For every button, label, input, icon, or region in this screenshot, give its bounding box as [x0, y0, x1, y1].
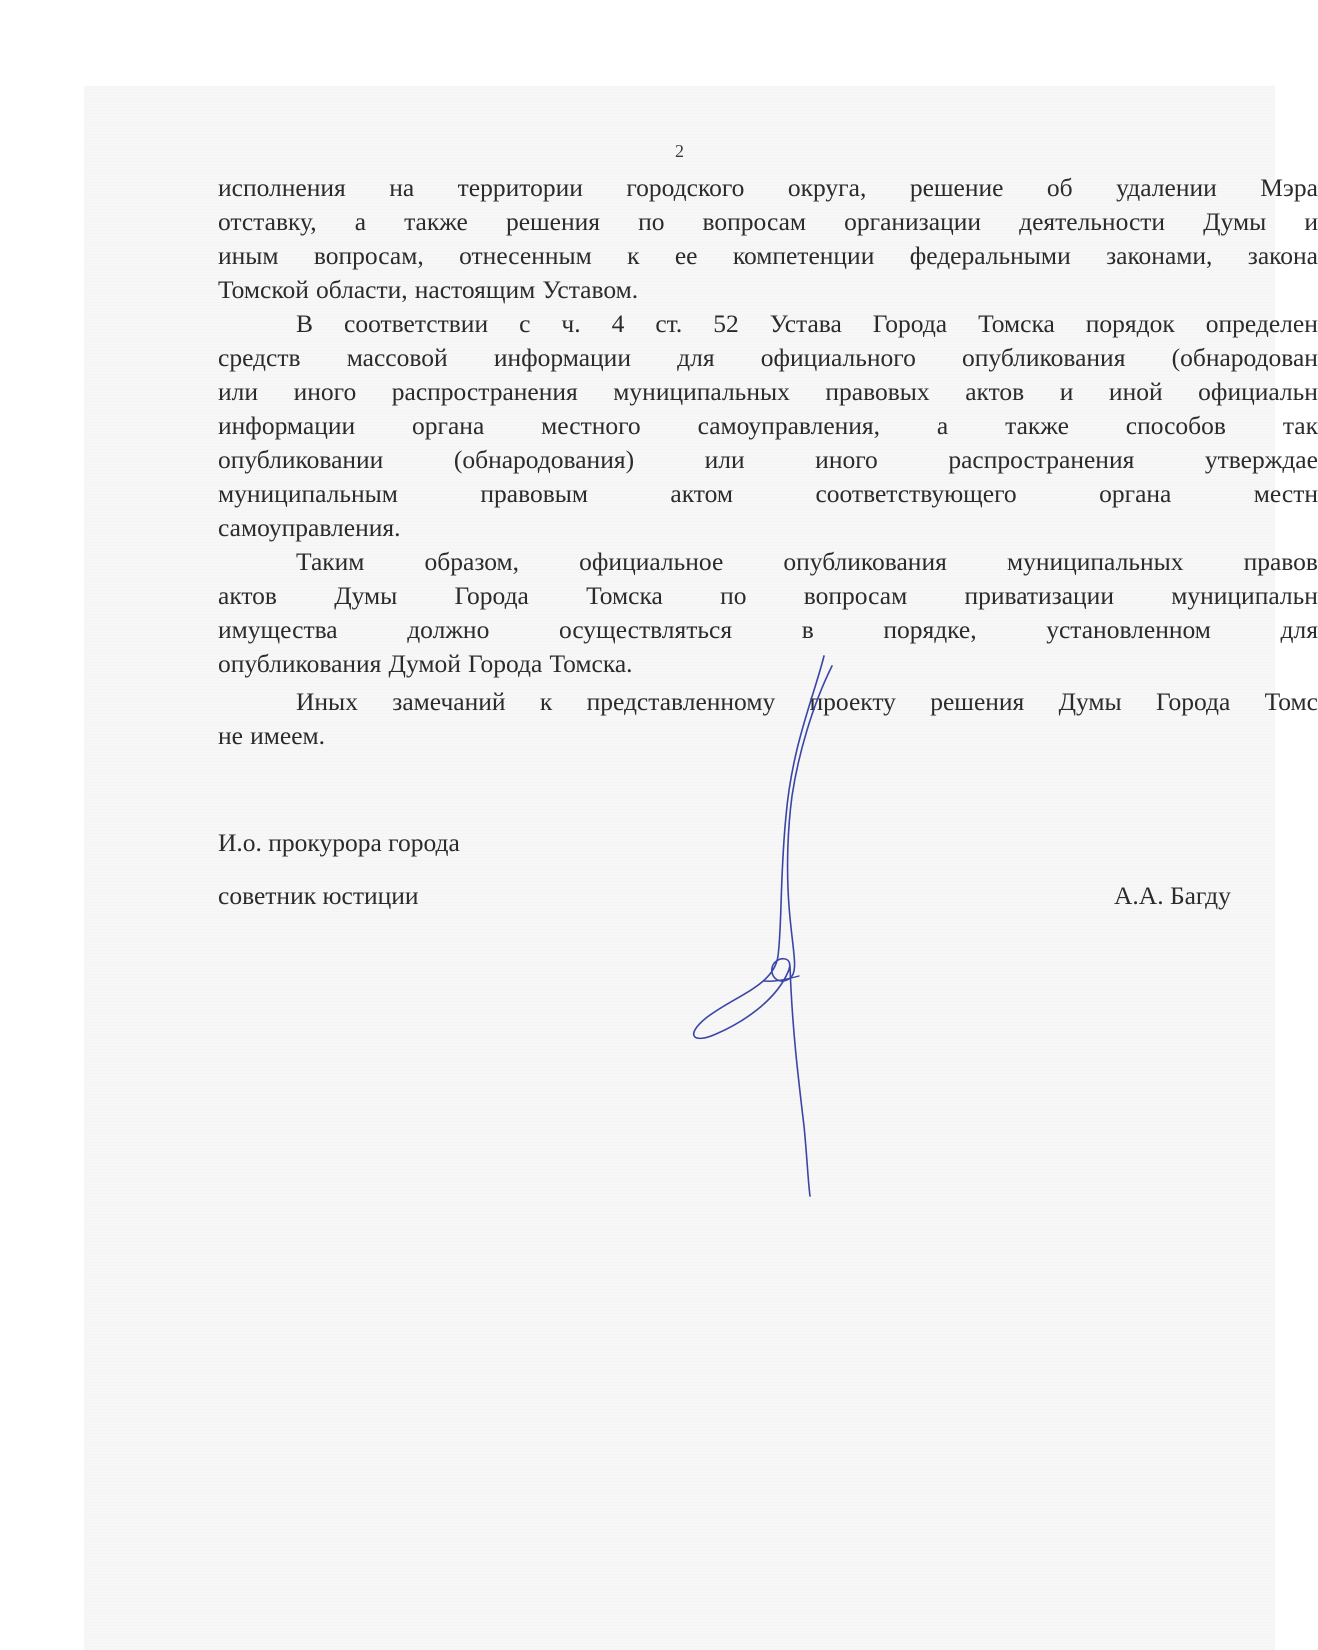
- word: массовой: [346, 343, 448, 372]
- word: и: [1059, 377, 1074, 406]
- text-line: [218, 205, 1318, 239]
- word: имущества: [218, 615, 338, 644]
- word: об: [1046, 173, 1073, 202]
- word: правовых: [825, 377, 930, 406]
- word: проекту: [809, 687, 896, 716]
- word: закона: [1247, 241, 1318, 270]
- word: в: [801, 615, 814, 644]
- handwritten-signature: [664, 626, 964, 1206]
- word: представленному: [586, 687, 776, 716]
- word: местн: [1253, 479, 1318, 508]
- word: округа,: [787, 173, 867, 202]
- word: осуществляться: [558, 615, 733, 644]
- word: Мэра: [1260, 173, 1318, 202]
- signature-cross: [764, 976, 799, 981]
- word: местного: [541, 411, 641, 440]
- word: Томска: [978, 309, 1055, 338]
- word: ст.: [655, 309, 683, 338]
- signatory-name: А.А. Багду: [1114, 881, 1231, 910]
- word: Думы: [1058, 687, 1122, 716]
- word: самоуправления.: [218, 513, 401, 542]
- word: распространения: [948, 445, 1135, 474]
- word: ч.: [561, 309, 581, 338]
- word: органа: [412, 411, 485, 440]
- text-line: [296, 307, 1318, 341]
- word: по: [720, 581, 747, 610]
- word: Иных: [296, 687, 358, 716]
- word: определен: [1205, 309, 1318, 338]
- word: муниципальных: [1006, 547, 1184, 576]
- word: для: [1280, 615, 1318, 644]
- word: опубликовании: [218, 445, 384, 474]
- word: так: [1282, 411, 1318, 440]
- word: с: [519, 309, 531, 338]
- word: Города: [1155, 687, 1231, 716]
- word: иной: [1108, 377, 1163, 406]
- text-line: [218, 511, 1318, 545]
- word: Города: [454, 581, 529, 610]
- word: способов: [1125, 411, 1226, 440]
- text-line: [218, 375, 1318, 409]
- word: решения: [930, 687, 1025, 716]
- word: В: [296, 309, 314, 338]
- word: 52: [713, 309, 739, 338]
- word: области,: [316, 275, 408, 304]
- text-line: [296, 545, 1318, 579]
- word: актов: [965, 377, 1025, 406]
- word: распространения: [391, 377, 578, 406]
- word: соответствующего: [815, 479, 1017, 508]
- word: Таким: [296, 547, 365, 576]
- word: Томской: [218, 275, 309, 304]
- signature-tail: [790, 966, 810, 1196]
- word: Томска: [586, 581, 663, 610]
- word: имеем.: [250, 721, 326, 750]
- word: не: [218, 721, 243, 750]
- word: ее: [674, 241, 698, 270]
- text-line: [218, 273, 1318, 307]
- word: настоящим: [414, 275, 536, 304]
- text-line: [218, 477, 1318, 511]
- word: Думы: [334, 581, 398, 610]
- word: вопросам,: [313, 241, 424, 270]
- word: также: [404, 207, 468, 236]
- word: к: [627, 241, 640, 270]
- word: также: [1005, 411, 1069, 440]
- word: должно: [407, 615, 490, 644]
- word: самоуправления,: [697, 411, 881, 440]
- word: Устава: [769, 309, 842, 338]
- word: вопросам: [702, 207, 807, 236]
- word: официального: [760, 343, 916, 372]
- word: Томска.: [549, 649, 633, 678]
- word: правов: [1243, 547, 1318, 576]
- word: утверждае: [1204, 445, 1318, 474]
- word: опубликования: [962, 343, 1126, 372]
- word: Города: [872, 309, 948, 338]
- word: деятельности: [1019, 207, 1166, 236]
- word: компетенции: [732, 241, 875, 270]
- word: (обнародования): [453, 445, 635, 474]
- word: и: [1304, 207, 1318, 236]
- word: для: [677, 343, 715, 372]
- word: решение: [909, 173, 1004, 202]
- text-line: [218, 443, 1318, 477]
- word: (обнародован: [1171, 343, 1318, 372]
- text-line: [218, 579, 1318, 613]
- scanned-page: [84, 86, 1318, 1650]
- word: удалении: [1116, 173, 1217, 202]
- text-line: [218, 239, 1318, 273]
- word: актов: [218, 581, 277, 610]
- word: порядке,: [883, 615, 977, 644]
- word: порядок: [1085, 309, 1175, 338]
- word: по: [638, 207, 665, 236]
- word: иного: [293, 377, 357, 406]
- word: соответствии: [344, 309, 489, 338]
- word: Томс: [1264, 687, 1318, 716]
- word: вопросам: [803, 581, 908, 610]
- word: муниципальным: [218, 479, 398, 508]
- word: образом,: [424, 547, 520, 576]
- page-number: 2: [675, 141, 684, 161]
- word: опубликования: [218, 649, 382, 678]
- word: территории: [457, 173, 583, 202]
- word: средств: [218, 343, 301, 372]
- word: органа: [1099, 479, 1172, 508]
- word: опубликования: [783, 547, 947, 576]
- word: установленном: [1046, 615, 1211, 644]
- word: 4: [611, 309, 625, 338]
- word: Уставом.: [542, 275, 639, 304]
- word: или: [704, 445, 745, 474]
- text-line: [218, 171, 1318, 205]
- word: правовым: [480, 479, 588, 508]
- word: иного: [815, 445, 878, 474]
- word: а: [354, 207, 367, 236]
- word: Думы: [1203, 207, 1267, 236]
- word: к: [539, 687, 553, 716]
- word: муниципальных: [613, 377, 790, 406]
- word: приватизации: [964, 581, 1114, 610]
- signature-stroke: [694, 656, 832, 1038]
- word: официальн: [1198, 377, 1318, 406]
- word: федеральными: [909, 241, 1071, 270]
- word: а: [936, 411, 949, 440]
- word: иным: [218, 241, 279, 270]
- signatory-title: И.о. прокурора города: [218, 828, 460, 857]
- text-line: [218, 409, 1318, 443]
- word: Города: [468, 649, 543, 678]
- word: информации: [218, 411, 356, 440]
- word: официальное: [579, 547, 724, 576]
- word: актом: [670, 479, 734, 508]
- word: информации: [493, 343, 631, 372]
- word: городского: [626, 173, 745, 202]
- word: исполнения: [218, 173, 346, 202]
- word: организации: [844, 207, 982, 236]
- word: замечаний: [392, 687, 506, 716]
- word: отнесенным: [459, 241, 592, 270]
- word: законами,: [1106, 241, 1213, 270]
- signatory-rank: советник юстиции: [218, 881, 419, 910]
- word: на: [389, 173, 415, 202]
- word: муниципальн: [1171, 581, 1318, 610]
- word: или: [218, 377, 259, 406]
- word: решения: [505, 207, 600, 236]
- word: Думой: [388, 649, 461, 678]
- word: отставку,: [218, 207, 317, 236]
- text-line: [218, 341, 1318, 375]
